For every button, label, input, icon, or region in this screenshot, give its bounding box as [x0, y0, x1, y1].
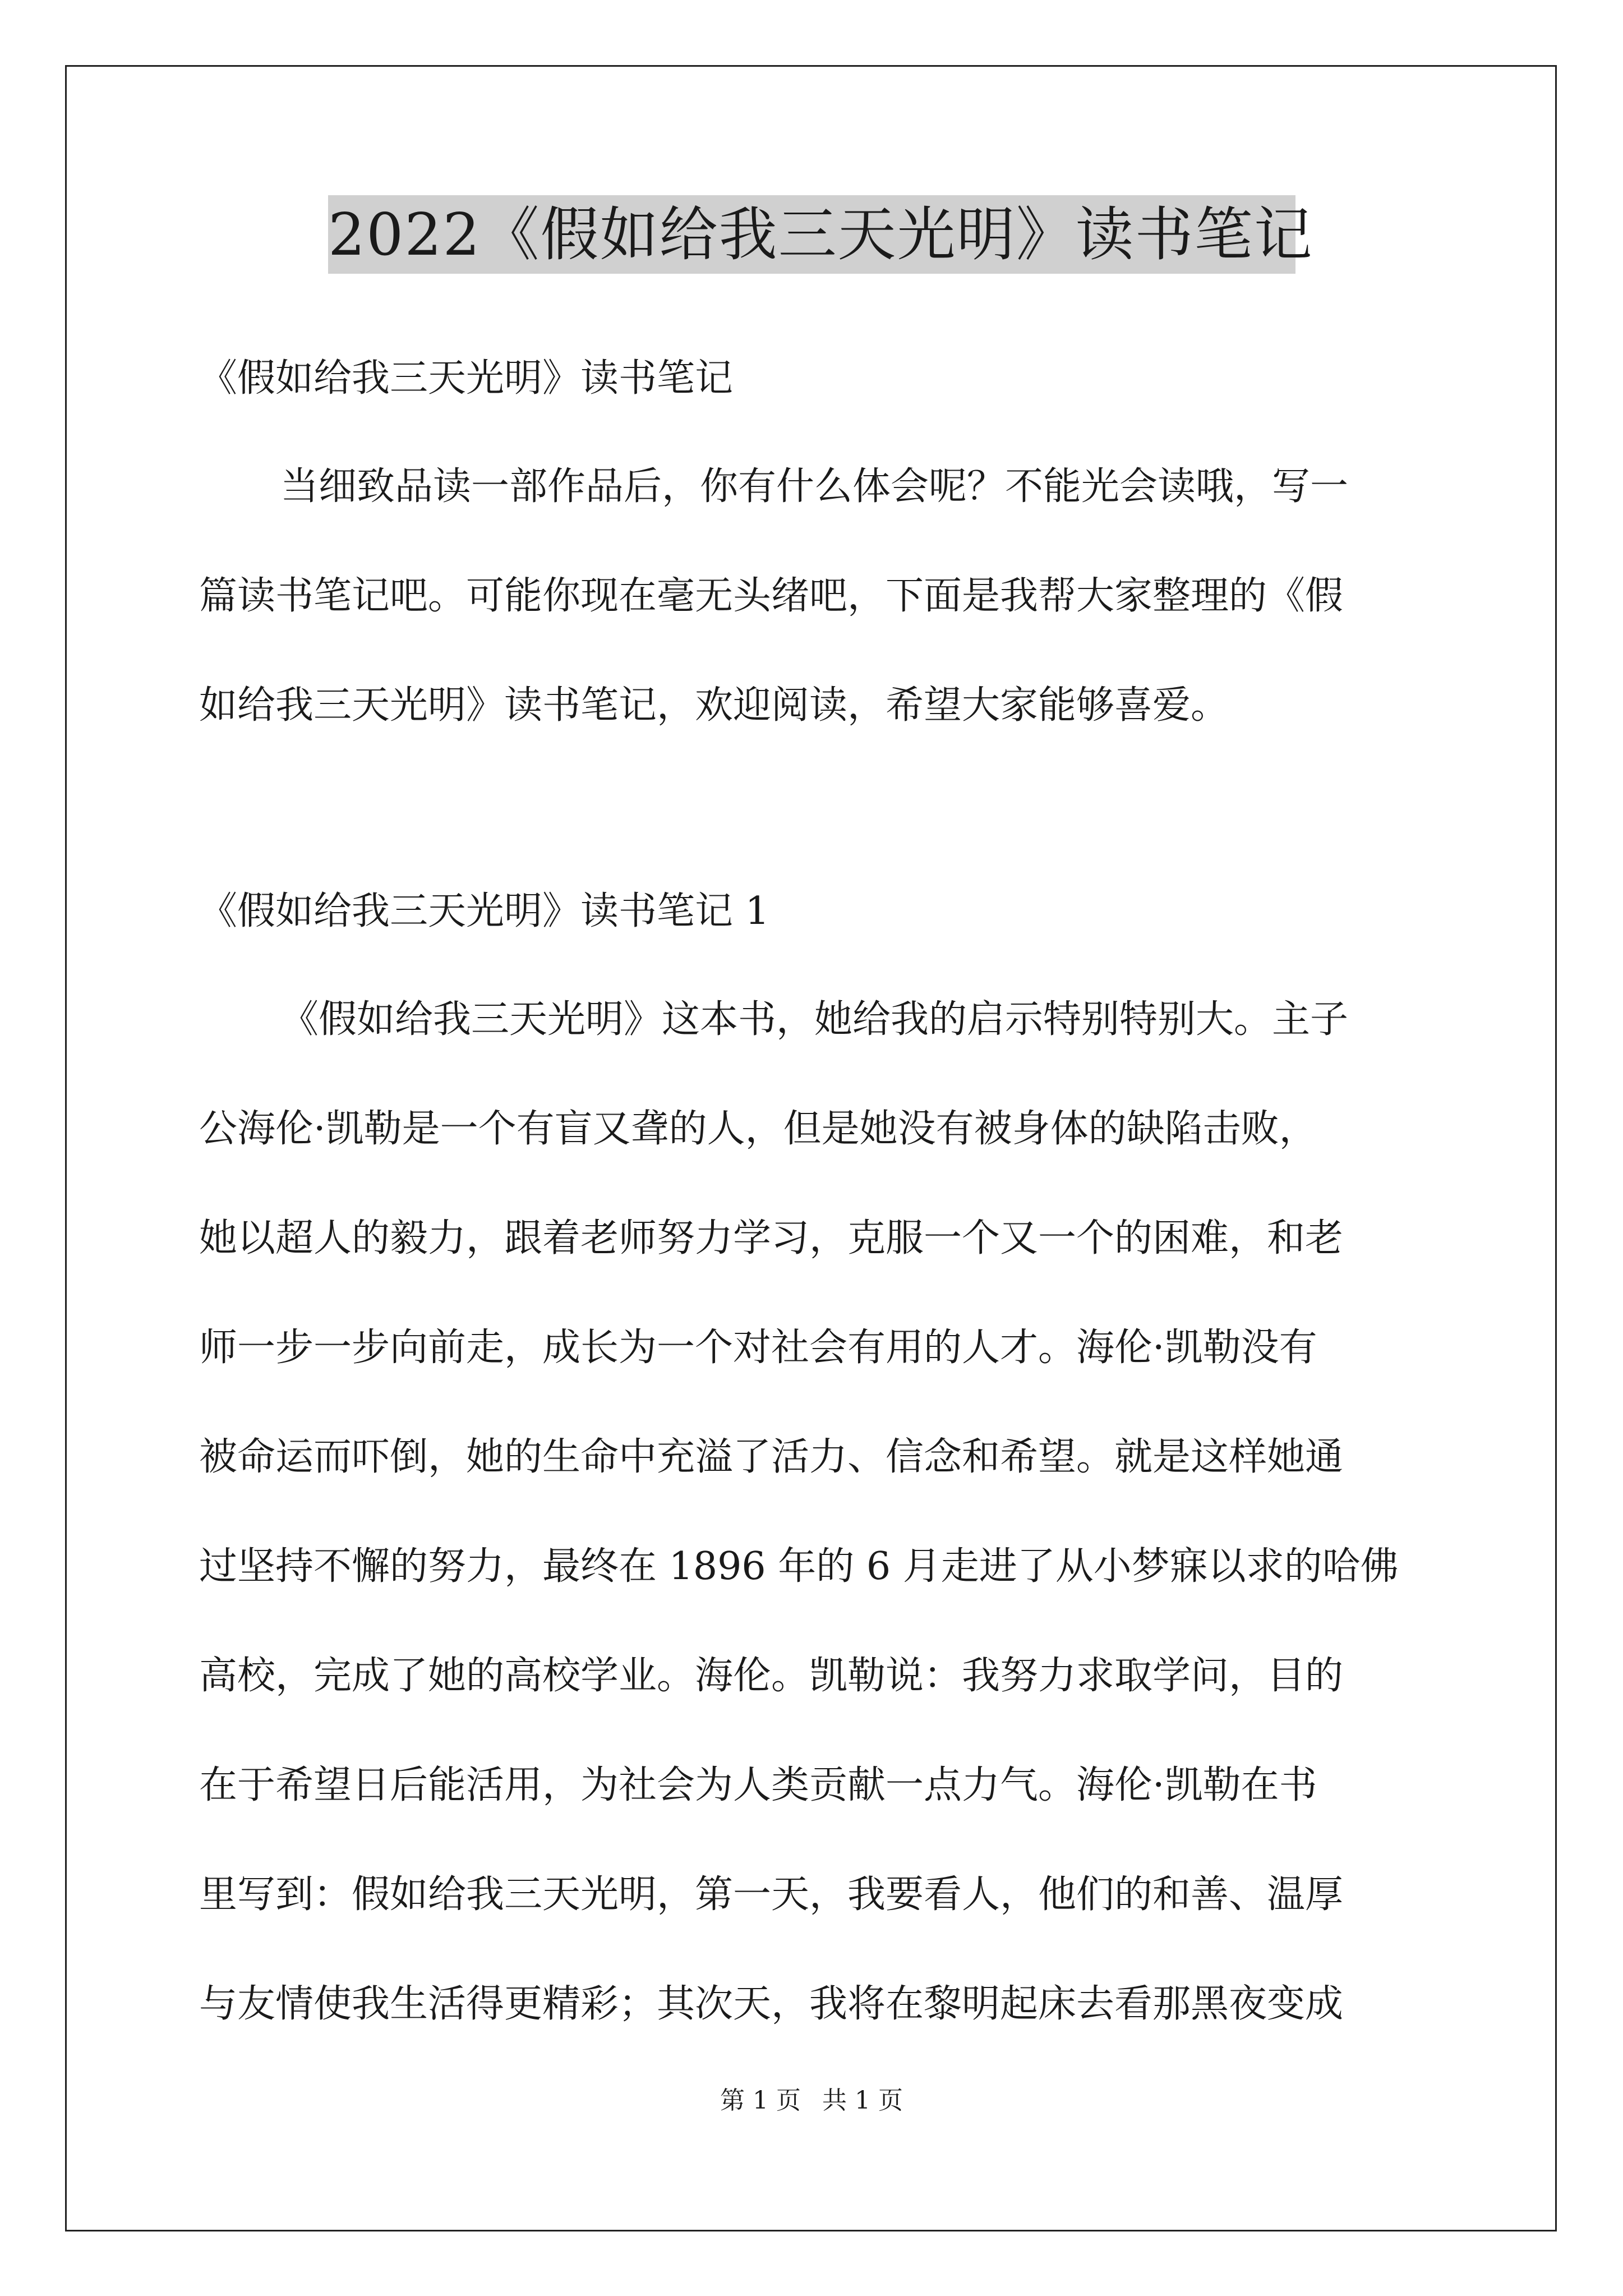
- intro-paragraph: [199, 459, 1424, 734]
- paragraph-line: 师一步一步向前走，成长为一个对社会有用的人才。海伦·凯勒没有: [199, 1326, 1317, 1370]
- paragraph-line: 公海伦·凯勒是一个有盲又聋的人，但是她没有被身体的缺陷击败，: [199, 1107, 1317, 1151]
- document-title: 2022《假如给我三天光明》读书笔记: [328, 195, 1295, 274]
- page-number: 第 1 页: [720, 2086, 801, 2115]
- paragraph-line: 与友情使我生活得更精彩；其次天，我将在黎明起床去看那黑夜变成: [199, 1982, 1344, 2026]
- paragraph-line: 如给我三天光明》读书笔记，欢迎阅读，希望大家能够喜爱。: [199, 683, 1229, 728]
- paragraph-line: 过坚持不懈的努力，最终在 1896 年的 6 月走进了从小梦寐以求的哈佛: [199, 1544, 1399, 1589]
- section-heading: 《假如给我三天光明》读书笔记 1: [199, 889, 769, 933]
- page-footer: [0, 2084, 1623, 2118]
- paragraph-line: 她以超人的毅力，跟着老师努力学习，克服一个又一个的困难，和老: [199, 1216, 1344, 1260]
- paragraph-line: 在于希望日后能活用，为社会为人类贡献一点力气。海伦·凯勒在书: [199, 1763, 1317, 1807]
- paragraph-line: 《假如给我三天光明》这本书，她给我的启示特别特别大。主子: [280, 997, 1349, 1042]
- paragraph-line: 篇读书笔记吧。可能你现在毫无头绪吧，下面是我帮大家整理的《假: [199, 574, 1344, 618]
- paragraph-line: 被命运而吓倒，她的生命中充溢了活力、信念和希望。就是这样她通: [199, 1435, 1344, 1479]
- page-total: 共 1 页: [822, 2086, 903, 2115]
- paragraph-line: 高校，完成了她的高校学业。海伦。凯勒说：我努力求取学问，目的: [199, 1654, 1344, 1698]
- paragraph-line: 里写到：假如给我三天光明，第一天，我要看人，他们的和善、温厚: [199, 1872, 1344, 1917]
- paragraph-line: 当细致品读一部作品后，你有什么体会呢？不能光会读哦，写一: [280, 464, 1349, 509]
- document-subtitle: 《假如给我三天光明》读书笔记: [199, 356, 734, 401]
- body-paragraph: [199, 992, 1424, 2032]
